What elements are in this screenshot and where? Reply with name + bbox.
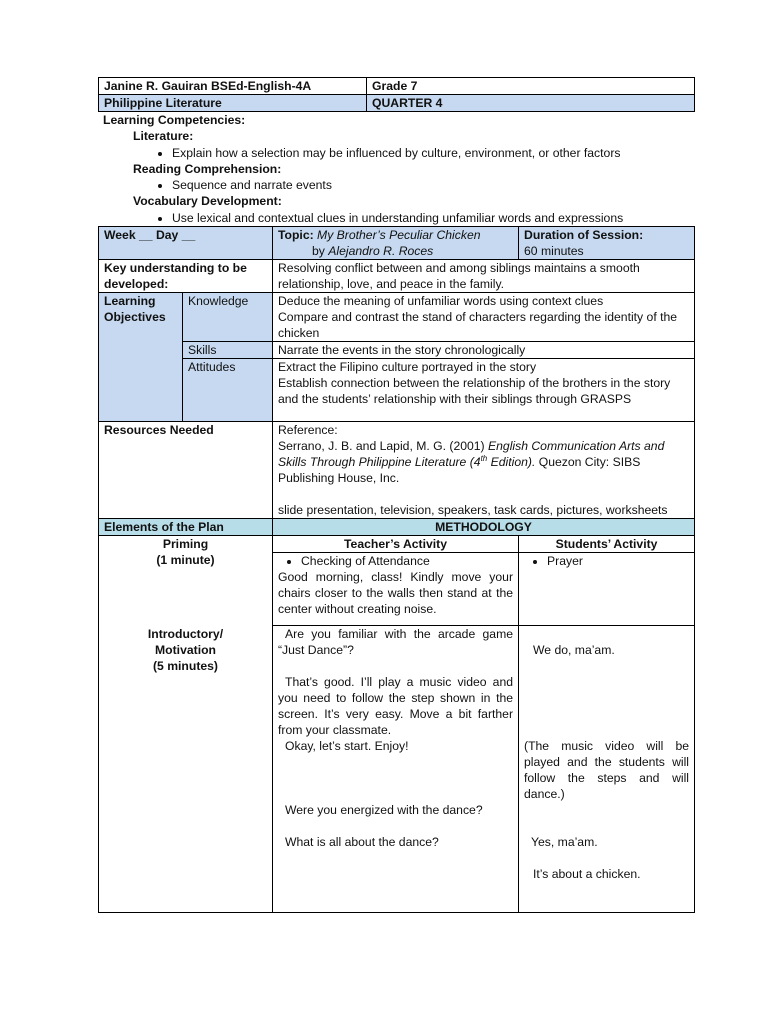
competencies-title: Learning Competencies: [103,113,246,127]
key-understanding-label: Key understanding to be developed: [99,260,273,293]
plan-table [98,226,695,913]
reading-label: Reading Comprehension: [133,161,282,176]
intro-s4: It’s about a chicken. [533,867,641,882]
intro-s2: (The music video will be played and the students will follow the steps and will dance.) [524,739,690,802]
subject-cell: Philippine Literature [99,95,367,112]
knowledge-2: Compare and contrast the stand of characters regarding the identity of the chicken [278,310,678,341]
intro-t3: Okay, let’s start. Enjoy! [285,739,409,754]
author-cell: Janine R. Gauiran BSEd-English-4A [99,78,367,95]
intro-time: (5 minutes) [152,658,218,673]
attitudes-label: Attitudes [183,359,273,422]
vocab-label: Vocabulary Development: [133,194,282,209]
intro-t4: Were you energized with the dance? [285,803,483,818]
ref-title-a: English Communication Arts and Skills Through Philippine Literature (4 [278,439,665,470]
ref-authors: Serrano, J. B. and Lapid, M. G. (2001) [278,439,489,454]
skills-label: Skills [183,342,273,359]
literature-label: Literature: [133,129,194,144]
intro-label: Introductory/ [147,626,224,641]
reading-item: • Sequence and narrate events [172,177,689,193]
week-day: Week __ Day __ [99,227,273,260]
attitudes-cell [273,359,695,422]
ref-sup: th [480,454,488,464]
intro-t2: That’s good. I’ll play a music video and you need to follow the step shown in the screen. It’s very easy. Move a bit farther from your classmate. [278,675,514,738]
intro-s1: We do, ma’am. [533,643,615,658]
intro-label-2: Motivation [155,642,216,657]
attitudes-2: Establish connection between the relationship of the brothers in the story and the students’ relationship with their siblings through GRASPS [278,376,671,407]
resources-label: Resources Needed [99,422,273,519]
intro-cell [99,626,273,913]
key-understanding-text: Resolving conflict between and among siblings maintains a smooth relationship, love, and peace in the family. [273,260,695,293]
intro-teacher [273,626,519,913]
attitudes-1: Extract the Filipino culture portrayed in the story [278,360,537,375]
objectives-label: Learning Objectives [99,293,183,422]
intro-s3: Yes, ma’am. [531,835,598,850]
materials: slide presentation, television, speakers, task cards, pictures, worksheets [278,503,668,518]
priming-cell [99,536,273,626]
skills-1: Narrate the events in the story chronologically [273,342,695,359]
teacher-activity-header: Teacher’s Activity [273,536,519,553]
quarter-cell: QUARTER 4 [367,95,695,112]
intro-student [519,626,695,913]
reference-label: Reference: [278,423,338,438]
methodology-label: METHODOLOGY [273,519,695,536]
intro-t5: What is all about the dance? [285,835,439,850]
header-table [98,77,695,112]
knowledge-1: Deduce the meaning of unfamiliar words using context clues [278,294,604,309]
by-prefix: by [312,244,325,259]
student-activity-header: Students’ Activity [519,536,695,553]
lesson-plan [98,77,694,913]
topic-label: Topic: [278,228,314,243]
topic-cell [273,227,519,260]
grade-cell: Grade 7 [367,78,695,95]
duration-cell [519,227,695,260]
priming-student-item: • Prayer [547,553,689,569]
learning-competencies [98,112,694,226]
literature-item: • Explain how a selection may be influenced by culture, environment, or other factors [172,145,689,161]
priming-time: (1 minute) [156,553,215,568]
ref-title-b: Edition). [487,455,536,470]
priming-teacher-item: • Checking of Attendance [301,553,513,569]
elements-label: Elements of the Plan [99,519,273,536]
knowledge-label: Knowledge [183,293,273,342]
intro-t1: Are you familiar with the arcade game “Just Dance”? [278,627,514,658]
knowledge-cell [273,293,695,342]
priming-teacher-text: Good morning, class! Kindly move your chairs closer to the walls then stand at the center without creating noise. [278,570,514,617]
duration-label: Duration of Session: [524,228,644,243]
topic-title: My Brother’s Peculiar Chicken [317,228,481,243]
priming-label: Priming [162,537,209,552]
vocab-item: • Use lexical and contextual clues in understanding unfamiliar words and expressions [172,210,689,226]
duration-value: 60 minutes [524,244,584,259]
resources-cell [273,422,695,519]
priming-student [519,553,695,626]
priming-teacher [273,553,519,626]
story-author: Alejandro R. Roces [328,244,434,259]
ref-publisher: Quezon City: SIBS Publishing House, Inc. [278,455,641,486]
